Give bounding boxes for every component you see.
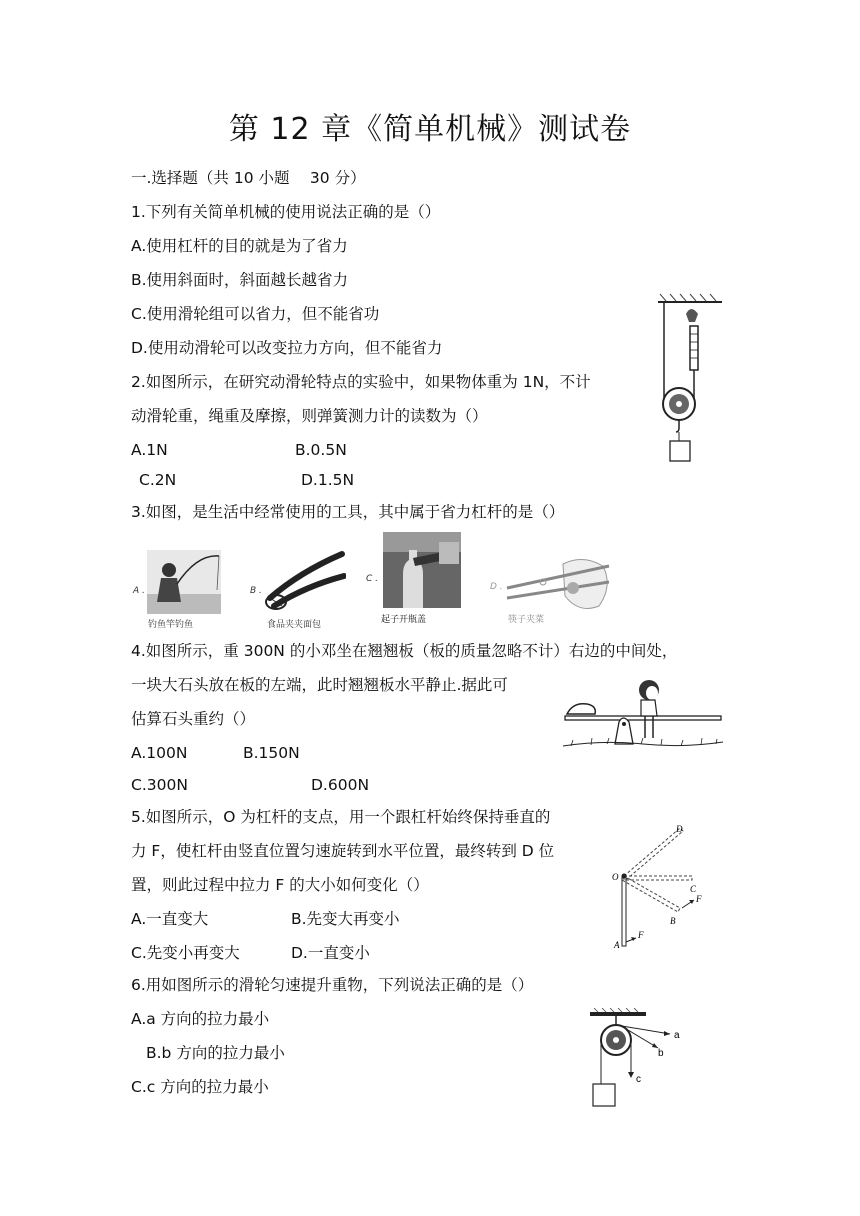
q6-stem: 6.用如图所示的滑轮匀速提升重物，下列说法正确的是（） <box>131 976 534 994</box>
q4-stem-line1: 4.如图所示，重 300N 的小邓坐在翘翘板（板的质量忽略不计）右边的中间处， <box>131 642 678 660</box>
section-heading: 一.选择题（共 10 小题 30 分） <box>131 169 366 187</box>
q3-fishing-rod-image <box>147 550 221 614</box>
q3-label-a: A . <box>133 586 145 596</box>
q5-option-a: A.一直变大 <box>131 910 209 928</box>
q5-label-a: A <box>614 940 620 950</box>
q5-label-b: B <box>670 916 676 926</box>
q2-stem-line1: 2.如图所示，在研究动滑轮特点的实验中，如果物体重为 1N，不计 <box>131 373 591 391</box>
q6-option-b: B.b 方向的拉力最小 <box>146 1044 285 1062</box>
q4-option-b: B.150N <box>243 744 300 762</box>
q5-option-d: D.一直变小 <box>291 944 370 962</box>
q6-label-a: a <box>674 1030 680 1041</box>
q5-label-f-top: F <box>696 894 702 904</box>
q2-option-d: D.1.5N <box>301 471 355 489</box>
q1-option-d: D.使用动滑轮可以改变拉力方向，但不能省力 <box>131 339 443 357</box>
q6-label-b: b <box>658 1048 664 1059</box>
q6-option-a: A.a 方向的拉力最小 <box>131 1010 270 1028</box>
q4-option-d: D.600N <box>311 776 370 794</box>
q6-pulley-figure <box>588 1008 688 1112</box>
q3-food-tongs-image <box>262 548 346 610</box>
q2-option-b: B.0.5N <box>295 441 347 459</box>
q3-caption-a: 钓鱼竿钓鱼 <box>148 620 194 630</box>
q4-option-c: C.300N <box>131 776 188 794</box>
q3-caption-d: 筷子夹菜 <box>508 615 545 625</box>
q2-pulley-figure <box>650 292 730 466</box>
q1-stem: 1.下列有关简单机械的使用说法正确的是（） <box>131 203 441 221</box>
q3-caption-b: 食品夹夹面包 <box>267 620 322 630</box>
q3-stem: 3.如图，是生活中经常使用的工具，其中属于省力杠杆的是（） <box>131 503 565 521</box>
q6-option-c: C.c 方向的拉力最小 <box>131 1078 269 1096</box>
q5-option-c: C.先变小再变大 <box>131 944 240 962</box>
q5-lever-figure <box>612 820 712 952</box>
q3-bottle-opener-image <box>383 532 461 608</box>
page-title: 第 12 章《简单机械》测试卷 <box>228 112 632 147</box>
q4-stem-line2: 一块大石头放在板的左端，此时翘翘板水平静止.据此可 <box>131 676 508 694</box>
q5-option-b: B.先变大再变小 <box>291 910 400 928</box>
q5-label-f-bottom: F <box>638 930 644 940</box>
q1-option-c: C.使用滑轮组可以省力，但不能省功 <box>131 305 380 323</box>
q6-label-c: c <box>636 1074 641 1085</box>
q2-option-c: C.2N <box>139 471 177 489</box>
q4-seesaw-figure <box>561 668 725 754</box>
q4-option-a: A.100N <box>131 744 188 762</box>
q3-label-b: B . <box>250 586 262 596</box>
q5-stem-line1: 5.如图所示，O 为杠杆的支点，用一个跟杠杆始终保持垂直的 <box>131 808 551 826</box>
q3-label-c: C . <box>366 574 379 584</box>
q2-option-a: A.1N <box>131 441 168 459</box>
q5-label-c: C <box>690 884 697 894</box>
q5-label-d: D <box>676 824 683 834</box>
q4-stem-line3: 估算石头重约（） <box>131 710 256 728</box>
q5-stem-line2: 力 F，使杠杆由竖直位置匀速旋转到水平位置，最终转到 D 位 <box>131 842 555 860</box>
q5-stem-line3: 置，则此过程中拉力 F 的大小如何变化（） <box>131 876 429 894</box>
q3-chopsticks-image <box>503 548 613 612</box>
q3-label-d: D . <box>490 582 503 592</box>
q3-caption-c: 起子开瓶盖 <box>381 615 427 625</box>
q1-option-a: A.使用杠杆的目的就是为了省力 <box>131 237 348 255</box>
q5-label-o: O <box>612 872 619 882</box>
q1-option-b: B.使用斜面时，斜面越长越省力 <box>131 271 349 289</box>
q2-stem-line2: 动滑轮重，绳重及摩擦，则弹簧测力计的读数为（） <box>131 407 488 425</box>
